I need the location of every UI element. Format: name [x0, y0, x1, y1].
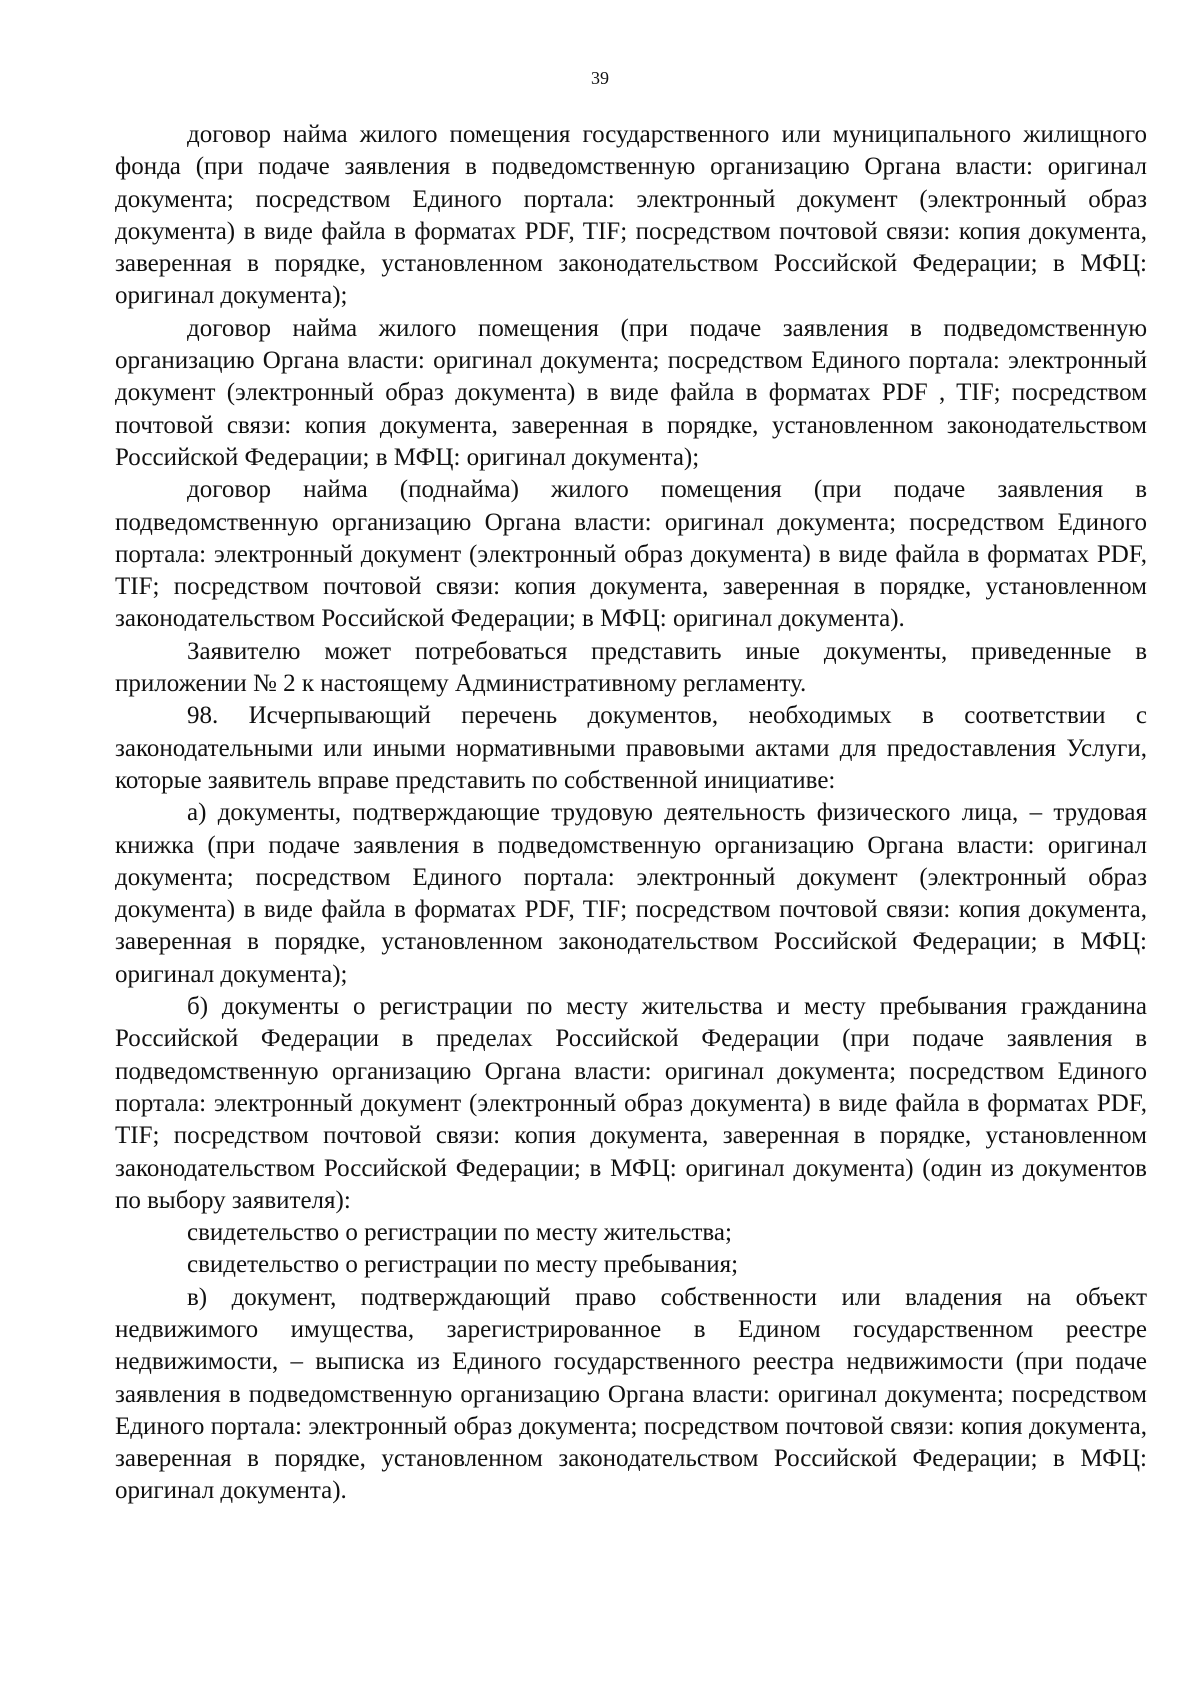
- paragraph-subitem: свидетельство о регистрации по месту пребывания;: [187, 1251, 739, 1279]
- paragraph: договор найма жилого помещения (при подаче заявления в подведомственную организацию Органа власти: оригинал документа; посредством Единого портала: электронный документ (электронный образ документа) в виде файла в форматах PDF , TIF; посредством почтовой связи: копия документа, заверенная в порядке, установленном законодательством Российской Федерации; в МФЦ: оригинал документа);: [115, 314, 1147, 471]
- paragraph-item-v: в) документ, подтверждающий право собственности или владения на объект недвижимого имущества, зарегистрированное в Едином государственном реестре недвижимости, – выписка из Единого государственного реестра недвижимости (при подаче заявления в подведомственную организацию Органа власти: оригинал документа; посредством Единого портала: электронный образ документа; посредством почтовой связи: копия документа, заверенная в порядке, установленном законодательством Российской Федерации; в МФЦ: оригинал документа).: [115, 1283, 1147, 1505]
- page-number: 39: [591, 68, 609, 88]
- paragraph: договор найма жилого помещения государственного или муниципального жилищного фонда (при подаче заявления в подведомственную организацию Органа власти: оригинал документа; посредством Единого портала: электронный документ (электронный образ документа) в виде файла в форматах PDF, TIF; посредством почтовой связи: копия документа, заверенная в порядке, установленном законодательством Российской Федерации; в МФЦ: оригинал документа);: [115, 121, 1147, 310]
- paragraph-item-a: а) документы, подтверждающие трудовую деятельность физического лица, – трудовая книжка (при подаче заявления в подведомственную организацию Органа власти: оригинал документа; посредством Единого портала: электронный документ (электронный образ документа) в виде файла в форматах PDF, TIF; посредством почтовой связи: копия документа, заверенная в порядке, установленном законодательством Российской Федерации; в МФЦ: оригинал документа);: [115, 799, 1147, 988]
- paragraph-subitem: свидетельство о регистрации по месту жительства;: [187, 1219, 732, 1247]
- paragraph-item-98: 98. Исчерпывающий перечень документов, необходимых в соответствии с законодательными или иными нормативными правовыми актами для предоставления Услуги, которые заявитель вправе представить по собственной инициативе:: [115, 702, 1147, 794]
- paragraph: Заявителю может потребоваться представить иные документы, приведенные в приложении № 2 к настоящему Административному регламенту.: [115, 637, 1147, 698]
- paragraph-item-b: б) документы о регистрации по месту жительства и месту пребывания гражданина Российской Федерации в пределах Российской Федерации (при подаче заявления в подведомственную организацию Органа власти: оригинал документа; посредством Единого портала: электронный документ (электронный образ документа) в виде файла в форматах PDF, TIF; посредством почтовой связи: копия документа, заверенная в порядке, установленном законодательством Российской Федерации; в МФЦ: оригинал документа) (один из документов по выбору заявителя):: [115, 993, 1147, 1214]
- paragraph: договор найма (поднайма) жилого помещения (при подаче заявления в подведомственную организацию Органа власти: оригинал документа; посредством Единого портала: электронный документ (электронный образ документа) в виде файла в форматах PDF, TIF; посредством почтовой связи: копия документа, заверенная в порядке, установленном законодательством Российской Федерации; в МФЦ: оригинал документа).: [115, 476, 1147, 633]
- document-body: [115, 119, 1147, 1508]
